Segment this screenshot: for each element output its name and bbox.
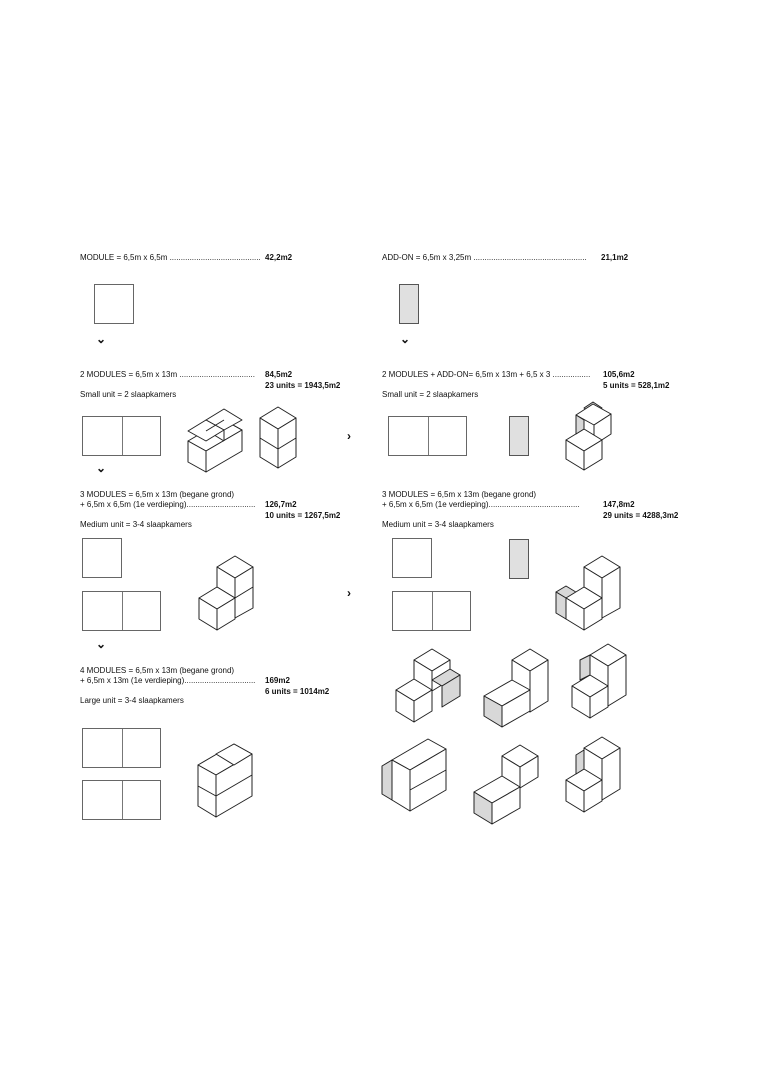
- four-modules-area: 169m2: [265, 676, 290, 685]
- four-modules-spec-line-1: 4 MODULES = 6,5m x 13m (begane grond): [80, 666, 235, 675]
- two-modules-type: Small unit = 2 slaapkamers: [80, 390, 177, 399]
- three-modules-r-units: 29 units = 4288,3m2: [603, 511, 679, 520]
- three-modules-area: 126,7m2: [265, 500, 297, 509]
- four-modules-spec-line-2: + 6,5m x 13m (1e verdieping)................................: [80, 676, 256, 685]
- iso-variant-3: [572, 644, 626, 718]
- three-modules-spec-line-2: + 6,5m x 6,5m (1e verdieping)...............................: [80, 500, 256, 509]
- four-modules-units: 6 units = 1014m2: [265, 687, 330, 696]
- addon-area: 21,1m2: [601, 253, 629, 262]
- two-modules-spec-line: 2 MODULES = 6,5m x 13m ..................................: [80, 370, 255, 379]
- iso-variant-4: [382, 739, 446, 811]
- arrow-right-icon-2: ›: [347, 586, 351, 600]
- three-modules-r-area: 147,8m2: [603, 500, 635, 509]
- two-modules-addon-units: 5 units = 528,1m2: [603, 381, 670, 390]
- three-modules-r-spec-line-2: + 6,5m x 6,5m (1e verdieping).........................................: [382, 500, 580, 509]
- two-modules-addon-type: Small unit = 2 slaapkamers: [382, 390, 479, 399]
- iso-variant-1: [396, 649, 460, 722]
- three-modules-r-spec-line-1: 3 MODULES = 6,5m x 13m (begane grond): [382, 490, 537, 499]
- iso-three-modules-addon: [556, 556, 620, 630]
- arrow-down-icon-2: ⌄: [400, 332, 411, 346]
- four-modules-type: Large unit = 3-4 slaapkamers: [80, 696, 184, 705]
- iso-variant-2: [484, 649, 548, 727]
- iso-four-modules: [198, 744, 252, 817]
- three-modules-spec-line-1: 3 MODULES = 6,5m x 13m (begane grond): [80, 490, 235, 499]
- arrow-down-icon-3: ⌄: [96, 461, 107, 475]
- three-modules-units: 10 units = 1267,5m2: [265, 511, 341, 520]
- iso-variant-6: [566, 737, 620, 812]
- iso-three-modules: [199, 556, 253, 630]
- arrow-down-icon-1: ⌄: [96, 332, 107, 346]
- three-modules-r-type: Medium unit = 3-4 slaapkamers: [382, 520, 494, 529]
- module-area: 42,2m2: [265, 253, 293, 262]
- arrow-down-icon-4: ⌄: [96, 637, 107, 651]
- iso-two-modules-stacked: [260, 407, 296, 468]
- iso-variant-5: [474, 745, 538, 824]
- two-modules-units: 23 units = 1943,5m2: [265, 381, 341, 390]
- two-modules-addon-spec-line: 2 MODULES + ADD-ON= 6,5m x 13m + 6,5 x 3 .................: [382, 370, 591, 379]
- module-spec-line: MODULE = 6,5m x 6,5m .........................................: [80, 253, 261, 262]
- two-modules-area: 84,5m2: [265, 370, 293, 379]
- addon-spec-line: ADD-ON = 6,5m x 3,25m ...................................................: [382, 253, 587, 262]
- iso-two-modules-addon: [566, 402, 611, 470]
- arrow-right-icon-1: ›: [347, 429, 351, 443]
- two-modules-addon-area: 105,6m2: [603, 370, 635, 379]
- three-modules-type: Medium unit = 3-4 slaapkamers: [80, 520, 192, 529]
